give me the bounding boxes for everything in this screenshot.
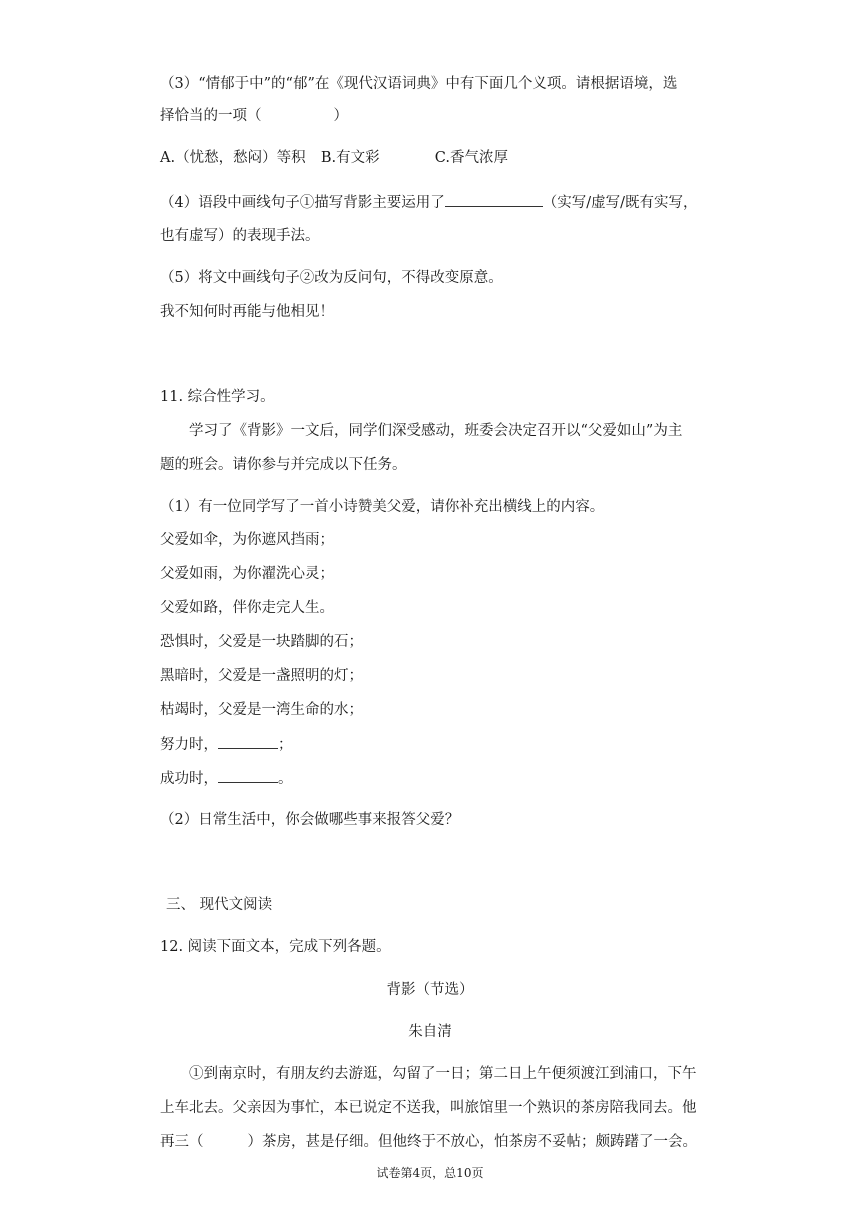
page-footer: 试卷第4页，总10页 xyxy=(376,1166,484,1180)
q10-sub4-line2: 也有虚写）的表现手法。 xyxy=(160,228,320,244)
q11-title: 11. 综合性学习。 xyxy=(160,389,275,405)
poem-blank1-suffix: ； xyxy=(278,737,293,753)
poem-blank2-suffix: 。 xyxy=(278,771,293,787)
poem-line-5: 黑暗时，父爱是一盏照明的灯； xyxy=(160,668,363,684)
q10-sub3-prefix: 择恰当的一项（ xyxy=(160,108,262,124)
q10-sub4-line1 xyxy=(160,192,698,213)
q11-intro-line1: 学习了《背影》一文后，同学们深受感动，班委会决定召开以“父爱如山”为主 xyxy=(189,423,683,439)
q10-sub3-line2 xyxy=(160,106,348,126)
poem-line-3: 父爱如路，伴你走完人生。 xyxy=(160,600,334,616)
passage-p1-line3-suffix: ）茶房，甚是仔细。但他终于不放心，怕茶房不妥帖；颇踌躇了一会。 xyxy=(247,1134,697,1150)
passage-title: 背影（节选） xyxy=(386,982,474,998)
poem-blank1-prefix: 努力时， xyxy=(160,737,218,753)
poem-line-2: 父爱如雨，为你濯洗心灵； xyxy=(160,566,334,582)
q10-sub3-suffix: ） xyxy=(333,108,348,124)
q12-title: 12. 阅读下面文本，完成下列各题。 xyxy=(160,939,391,955)
poem-line-6: 枯竭时，父爱是一湾生命的水； xyxy=(160,702,363,718)
passage-p1-line3-prefix: 再三（ xyxy=(160,1134,204,1150)
q11-intro-line2: 题的班会。请你参与并完成以下任务。 xyxy=(160,457,407,473)
poem-blank-line-2 xyxy=(160,768,293,789)
poem-line-4: 恐惧时，父爱是一块踏脚的石； xyxy=(160,634,363,650)
passage-p1-line2: 上车北去。父亲因为事忙，本已说定不送我，叫旅馆里一个熟识的茶房陪我同去。他 xyxy=(160,1100,697,1116)
poem-blank-line-1 xyxy=(160,734,293,755)
poem-blank-1[interactable] xyxy=(218,734,278,749)
q11-sub2: （2）日常生活中，你会做哪些事来报答父爱？ xyxy=(160,812,460,828)
q10-option-a: A.（忧愁，愁闷）等积 xyxy=(160,150,306,166)
q10-sentence: 我不知何时再能与他相见！ xyxy=(160,304,334,320)
passage-p1-line1: ①到南京时，有朋友约去游逛，勾留了一日；第二日上午便须渡江到浦口，下午 xyxy=(189,1066,697,1082)
q10-sub5: （5）将文中画线句子②改为反问句，不得改变原意。 xyxy=(160,270,503,286)
q10-sub4-blank[interactable] xyxy=(445,192,543,207)
passage-author: 朱自清 xyxy=(408,1024,452,1040)
q10-sub3-line1: （3）“情郁于中”的“郁”在《现代汉语词典》中有下面几个义项。请根据语境，选 xyxy=(160,76,678,92)
q10-options xyxy=(160,148,508,168)
q10-sub4-prefix: （4）语段中画线句子①描写背影主要运用了 xyxy=(160,195,445,211)
q11-sub1: （1）有一位同学写了一首小诗赞美父爱，请你补充出横线上的内容。 xyxy=(160,499,605,515)
q10-option-c: C.香气浓厚 xyxy=(434,150,508,166)
poem-blank-2[interactable] xyxy=(218,768,278,783)
section-3-title: 三、 现代文阅读 xyxy=(166,897,273,913)
q10-option-b: B.有文彩 xyxy=(320,150,380,166)
poem-blank2-prefix: 成功时， xyxy=(160,771,218,787)
q10-sub4-suffix: （实写/虚写/既有实写， xyxy=(542,195,698,211)
passage-p1-line3 xyxy=(160,1132,697,1152)
poem-line-1: 父爱如伞，为你遮风挡雨； xyxy=(160,532,334,548)
